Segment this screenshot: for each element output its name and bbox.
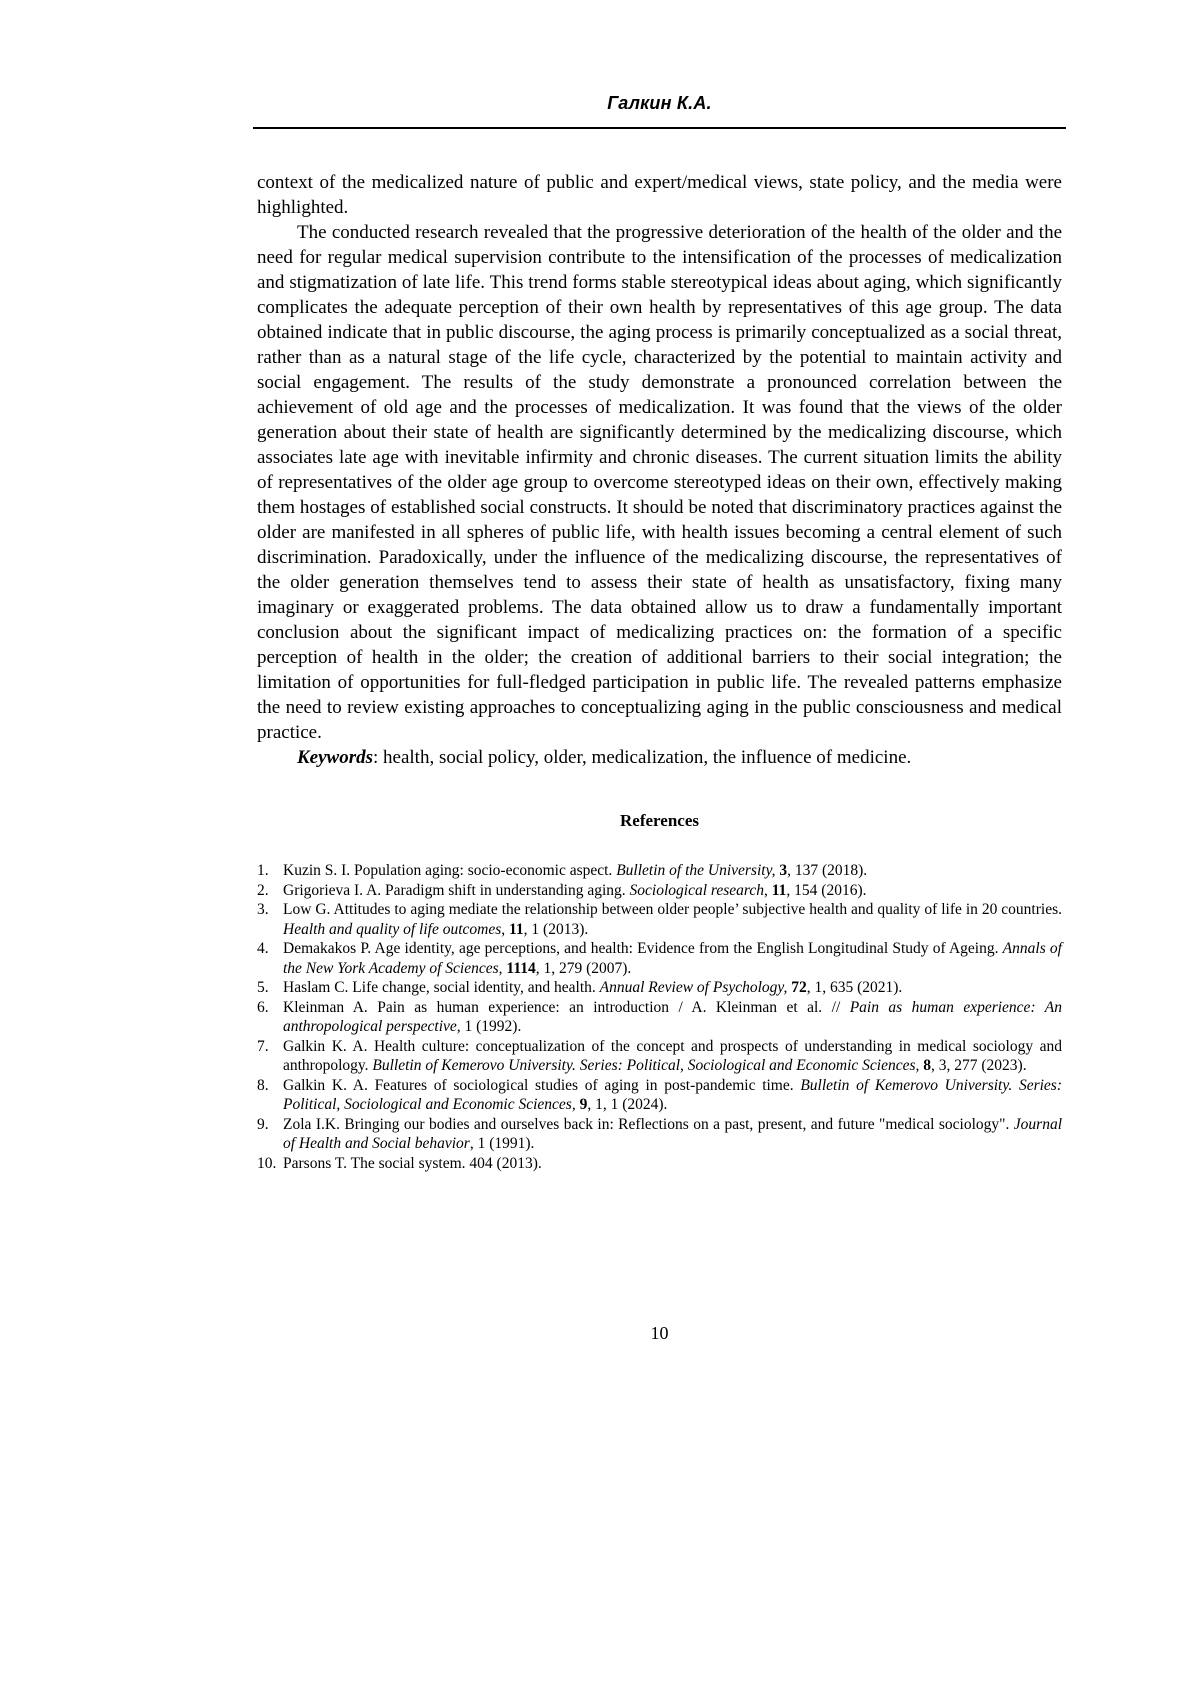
reference-number: 6. (257, 998, 269, 1016)
reference-item (257, 939, 1062, 978)
reference-item (257, 1115, 1062, 1154)
reference-number: 8. (257, 1076, 269, 1094)
reference-text: Galkin K. A. Features of sociological studies of aging in post-pandemic time. Bulletin of Kemerovo University. Series: Political, Sociological and Economic Sciences, 9, 1, 1 (2024). (283, 1076, 1062, 1113)
running-head-author: Галкин К.А. (607, 93, 712, 113)
reference-text: Haslam C. Life change, social identity, and health. Annual Review of Psychology, 72, 1, 635 (2021). (283, 979, 903, 996)
reference-item (257, 861, 1062, 881)
reference-number: 2. (257, 881, 269, 899)
page-content (257, 170, 1062, 1173)
reference-number: 5. (257, 979, 269, 996)
reference-number: 9. (257, 1115, 269, 1133)
reference-text: Parsons T. The social system. 404 (2013). (283, 1154, 542, 1172)
page-number: 10 (650, 1323, 669, 1343)
reference-text: Zola I.K. Bringing our bodies and ourselves back in: Reflections on a past, present, and future "medical sociology". Journal of Health and Social behavior, 1 (1991). (283, 1115, 1062, 1152)
references-heading: References (620, 811, 699, 830)
reference-number: 10. (257, 1154, 277, 1172)
body-paragraph-continuation: context of the medicalized nature of public and expert/medical views, state policy, and the media were highlighted. (257, 172, 1062, 218)
body-paragraph-main: The conducted research revealed that the progressive deterioration of the health of the older and the need for regular medical supervision contribute to the intensification of the processes of medicalization and stigmatization of late life. This trend forms stable stereotypical ideas about aging, which significantly complicates the adequate perception of their own health by representatives of this age group. The data obtained indicate that in public discourse, the aging process is primarily conceptualized as a social threat, rather than as a natural stage of the life cycle, characterized by the potential to maintain activity and social engagement. The results of the study demonstrate a pronounced correlation between the achievement of old age and the processes of medicalization. It was found that the views of the older generation about their state of health are significantly determined by the medicalizing discourse, which associates late age with inevitable infirmity and chronic diseases. The current situation limits the ability of representatives of the older age group to overcome stereotyped ideas on their own, effectively making them hostages of established social constructs. It should be noted that discriminatory practices against the older are manifested in all spheres of public life, with health issues becoming a central element of such discrimination. Paradoxically, under the influence of the medicalizing discourse, the representatives of the older generation themselves tend to assess their state of health as unsatisfactory, fixing many imaginary or exaggerated problems. The data obtained allow us to draw a fundamentally important conclusion about the significant impact of medicalizing practices on: the formation of a specific perception of health in the older; the creation of additional barriers to their social integration; the limitation of opportunities for full-fledged participation in public life. The revealed patterns emphasize the need to review existing approaches to conceptualizing aging in the public consciousness and medical practice. (257, 222, 1062, 743)
reference-text: Demakakos P. Age identity, age perceptions, and health: Evidence from the English Longitudinal Study of Ageing. Annals of the New York Academy of Sciences, 1114, 1, 279 (2007). (283, 940, 1062, 977)
reference-number: 1. (257, 862, 269, 879)
reference-item (257, 998, 1062, 1037)
reference-number: 3. (257, 901, 269, 918)
reference-item (257, 881, 1062, 901)
keywords-paragraph: Keywords: health, social policy, older, medicalization, the influence of medicine. (297, 747, 912, 768)
reference-text: Low G. Attitudes to aging mediate the relationship between older people’ subjective health and quality of life in 20 countries. Health and quality of life outcomes, 11, 1 (2013). (283, 901, 1062, 938)
references-list (257, 861, 1062, 1173)
reference-item (257, 978, 1062, 998)
reference-text: Galkin K. A. Health culture: conceptualization of the concept and prospects of understanding in medical sociology and anthropology. Bulletin of Kemerovo University. Series: Political, Sociological and Economic Sciences, 8, 3, 277 (2023). (283, 1037, 1062, 1074)
reference-number: 4. (257, 940, 269, 957)
reference-number: 7. (257, 1037, 269, 1055)
reference-text: Kleinman A. Pain as human experience: an introduction / A. Kleinman et al. // Pain as human experience: An anthropological perspective, 1 (1992). (283, 998, 1062, 1035)
reference-item (257, 1076, 1062, 1115)
reference-item (257, 900, 1062, 939)
header-rule (253, 127, 1066, 129)
reference-text: Kuzin S. I. Population aging: socio-economic aspect. Bulletin of the University, 3, 137 (2018). (283, 862, 868, 879)
reference-item (257, 1037, 1062, 1076)
article-body (257, 170, 1062, 770)
reference-text: Grigorieva I. A. Paradigm shift in understanding aging. Sociological research, 11, 154 (2016). (283, 881, 867, 899)
reference-item (257, 1154, 1062, 1174)
